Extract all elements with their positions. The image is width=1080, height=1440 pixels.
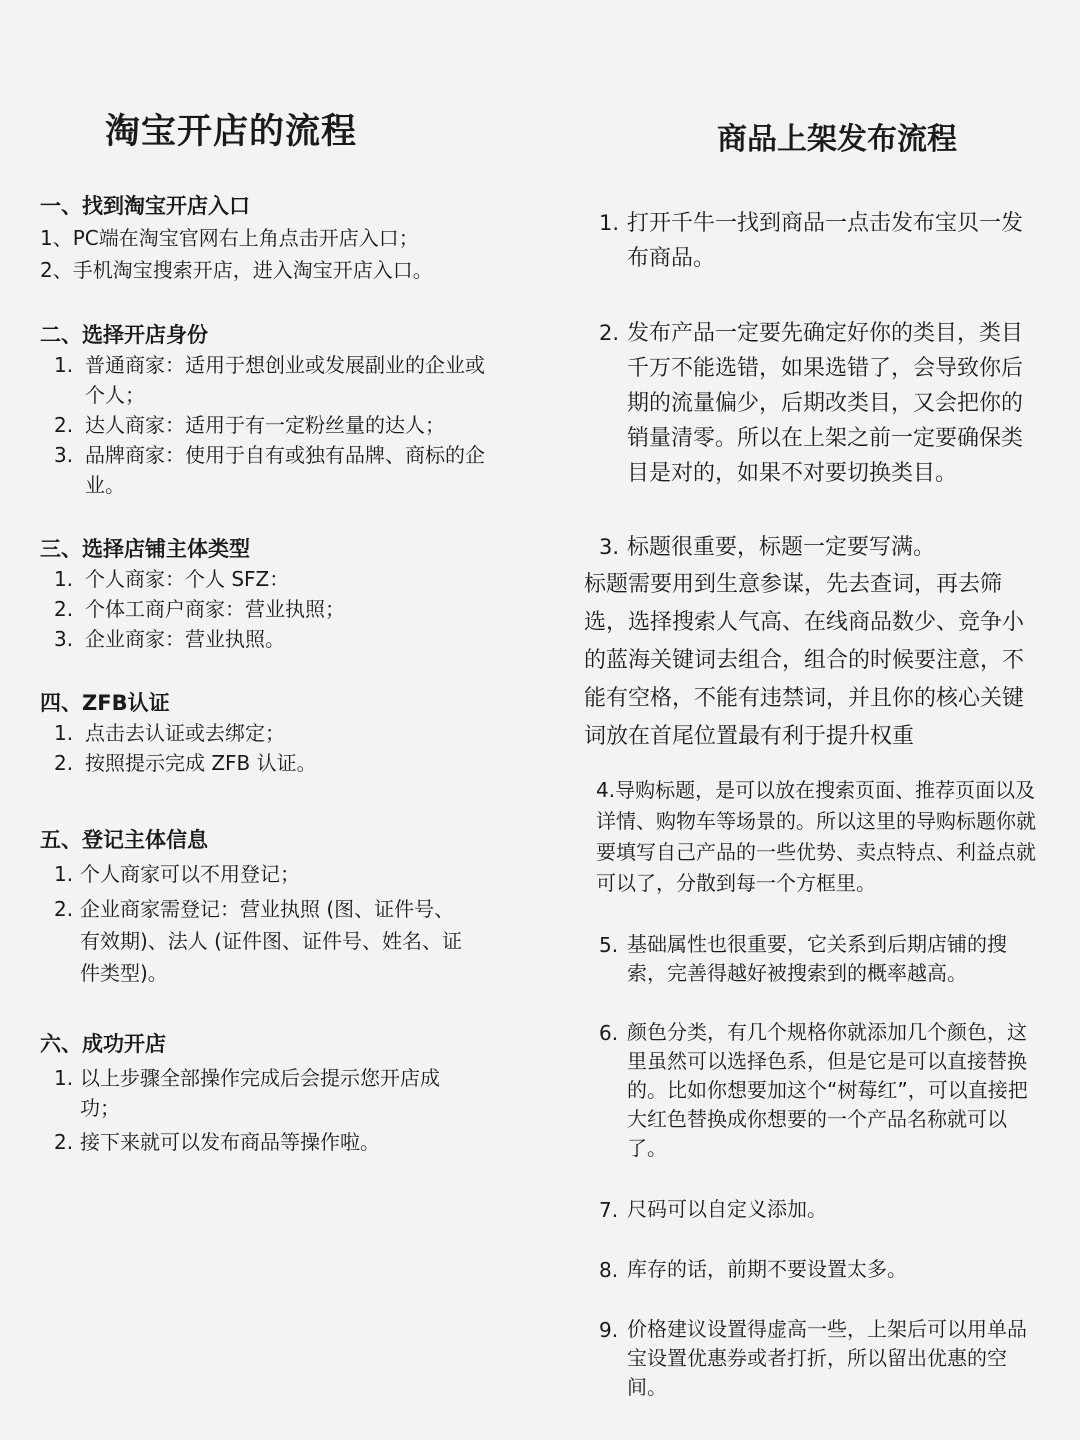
list-text: 基础属性也很重要，它关系到后期店铺的搜索，完善得越好被搜索到的概率越高。 — [627, 932, 1007, 985]
list-text: 普通商家：适用于想创业或发展副业的企业或个人； — [85, 353, 485, 407]
list-item — [584, 316, 1044, 491]
list-text: 打开千牛一找到商品一点击发布宝贝一发布商品。 — [627, 211, 1024, 271]
list-text: 企业商家：营业执照。 — [85, 627, 285, 651]
list-number: 5. — [599, 933, 619, 957]
list-number: 3. — [54, 443, 74, 467]
section-register-info — [40, 825, 520, 989]
section-line: 1、PC端在淘宝官网右上角点击开店入口； — [40, 226, 419, 250]
list-number: 1. — [54, 353, 74, 377]
guide-title-text: 4.导购标题，是可以放在搜索页面、推荐页面以及详情、购物车等场景的。所以这里的导购标题你就要填写自己产品的一些优势、卖点特点、利益点就可以了，分散到每一个方框里。 — [596, 778, 1036, 895]
title-keyword-paragraph: 标题需要用到生意参谋，先去查词，再去筛选，选择搜索人气高、在线商品数少、竞争小的蓝海关键词去组合，组合的时候要注意，不能有空格，不能有违禁词，并且你的核心关键词放在首尾位置最有利于提升权重 — [584, 572, 1025, 749]
list-item — [40, 594, 520, 624]
list-text: 点击去认证或去绑定； — [85, 721, 285, 745]
list-number: 2. — [54, 897, 74, 921]
list-number: 2. — [599, 321, 620, 345]
list-text: 价格建议设置得虚高一些，上架后可以用单品宝设置优惠券或者打折，所以留出优惠的空间。 — [627, 1317, 1027, 1399]
list-item — [584, 1315, 1044, 1402]
list-number: 1. — [54, 567, 74, 591]
list-text: 企业商家需登记：营业执照 (图、证件号、有效期)、法人 (证件图、证件号、姓名、证件类型)。 — [80, 897, 462, 985]
list-number: 2. — [54, 597, 74, 621]
list-number: 1. — [54, 1066, 74, 1090]
list-number: 1. — [54, 862, 74, 886]
list-text: 颜色分类，有几个规格你就添加几个颜色，这里虽然可以选择色系，但是它是可以直接替换的。比如你想要加这个“树莓红”，可以直接把大红色替换成你想要的一个产品名称就可以了。 — [627, 1020, 1028, 1160]
section-heading: 一、找到淘宝开店入口 — [40, 194, 250, 218]
list-item — [584, 206, 1044, 276]
list-number: 3. — [54, 627, 74, 651]
list-number: 2. — [54, 1130, 74, 1154]
list-item — [40, 410, 500, 440]
section-shop-entrance — [40, 191, 520, 285]
list-item — [584, 1195, 1044, 1224]
section-open-success — [40, 1029, 520, 1157]
list-item — [40, 350, 500, 410]
list-item — [40, 1127, 450, 1157]
list-text: 个体工商户商家：营业执照； — [85, 597, 345, 621]
list-text: 个人商家：个人 SFZ： — [85, 567, 290, 591]
section-shop-identity — [40, 320, 520, 500]
list-item — [584, 1255, 1044, 1284]
section-heading: 四、ZFB认证 — [40, 691, 170, 715]
list-item — [40, 440, 500, 500]
list-text: 品牌商家：使用于自有或独有品牌、商标的企业。 — [85, 443, 485, 497]
list-item — [584, 930, 1044, 988]
list-item — [40, 893, 470, 989]
section-heading: 二、选择开店身份 — [40, 323, 208, 347]
list-item — [40, 564, 520, 594]
list-number: 1. — [54, 721, 74, 745]
list-item — [584, 1018, 1044, 1163]
section-entity-type — [40, 534, 520, 654]
list-text: 发布产品一定要先确定好你的类目，类目千万不能选错，如果选错了，会导致你后期的流量偏少，后期改类目，又会把你的销量清零。所以在上架之前一定要确保类目是对的，如果不对要切换类目。 — [627, 321, 1024, 486]
section-heading: 五、登记主体信息 — [40, 828, 208, 852]
list-text: 尺码可以自定义添加。 — [627, 1197, 827, 1221]
section-line: 2、手机淘宝搜索开店，进入淘宝开店入口。 — [40, 258, 433, 282]
list-number: 2. — [54, 413, 74, 437]
list-item — [584, 530, 1044, 565]
list-number: 8. — [599, 1258, 619, 1282]
list-item — [40, 859, 470, 889]
list-number: 2. — [54, 751, 74, 775]
list-number: 6. — [599, 1021, 619, 1045]
list-number: 3. — [599, 535, 620, 559]
list-text: 接下来就可以发布商品等操作啦。 — [80, 1130, 380, 1154]
list-item — [40, 1063, 450, 1123]
guide-title-paragraph — [584, 775, 1044, 899]
list-text: 个人商家可以不用登记； — [80, 862, 300, 886]
section-heading: 六、成功开店 — [40, 1032, 166, 1056]
right-page-title: 商品上架发布流程 — [717, 122, 957, 157]
list-text: 按照提示完成 ZFB 认证。 — [85, 751, 317, 775]
list-number: 9. — [599, 1318, 619, 1342]
list-text: 库存的话，前期不要设置太多。 — [627, 1257, 907, 1281]
list-text: 达人商家：适用于有一定粉丝量的达人； — [85, 413, 445, 437]
list-number: 7. — [599, 1198, 619, 1222]
list-item — [40, 718, 520, 748]
list-number: 1. — [599, 211, 620, 235]
section-zfb-auth — [40, 688, 520, 778]
list-item — [40, 748, 520, 778]
list-text: 以上步骤全部操作完成后会提示您开店成功； — [80, 1066, 440, 1120]
section-heading: 三、选择店铺主体类型 — [40, 537, 250, 561]
left-page-title: 淘宝开店的流程 — [105, 112, 358, 152]
list-text: 标题很重要，标题一定要写满。 — [627, 535, 936, 560]
list-item — [40, 624, 520, 654]
